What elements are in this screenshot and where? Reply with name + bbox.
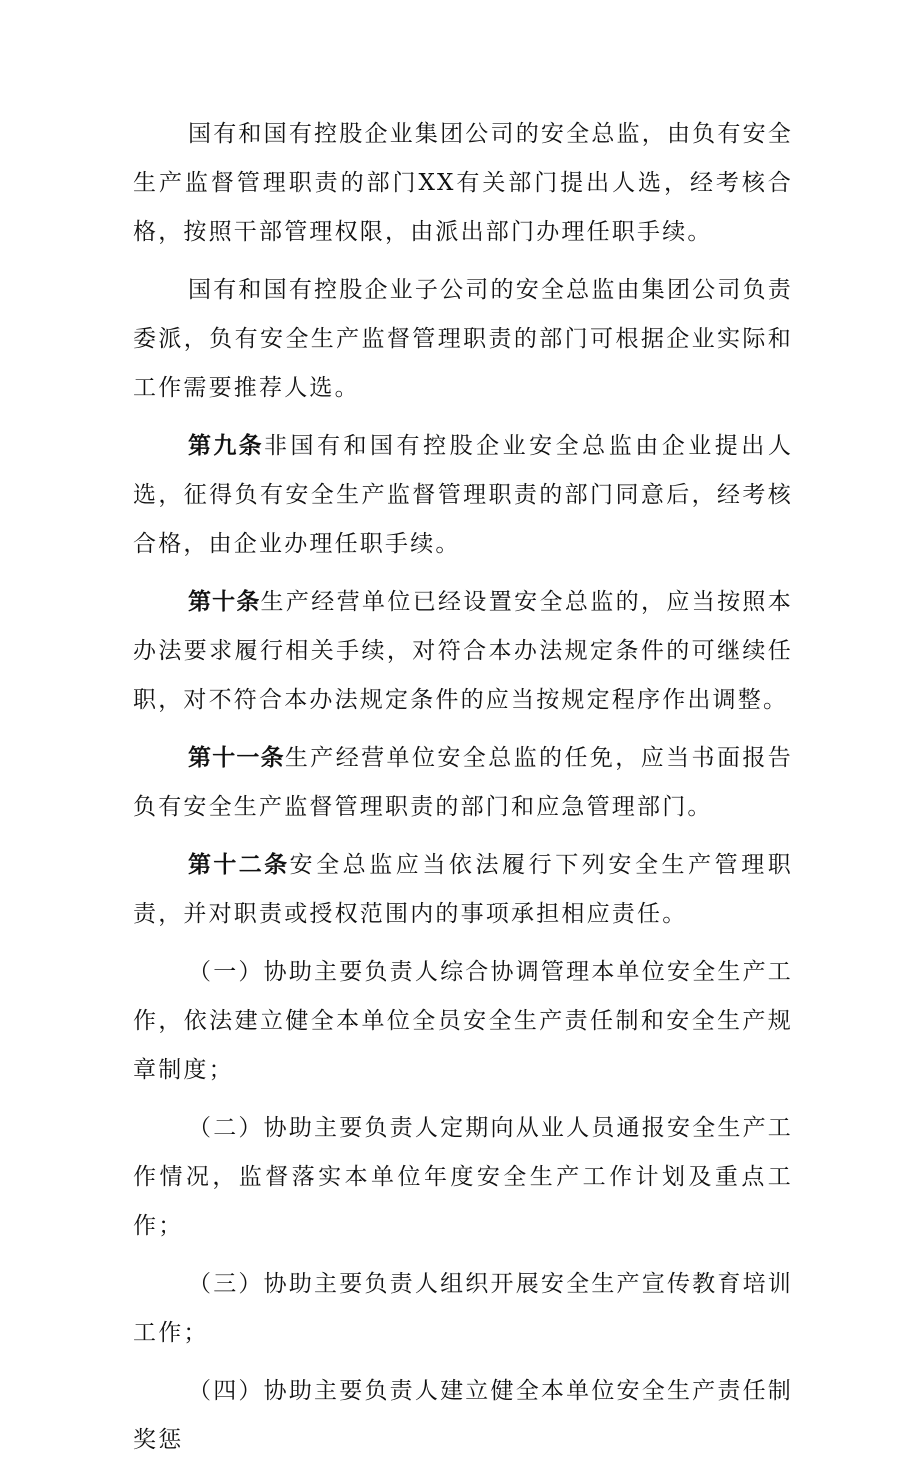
list-item-text: （一）协助主要负责人综合协调管理本单位安全生产工作，依法建立健全本单位全员安全生产责任制和安全生产规章制度； bbox=[133, 959, 793, 1083]
article-number: 第十条 bbox=[188, 589, 261, 615]
article-text: 生产经营单位已经设置安全总监的，应当按照本办法要求履行相关手续，对符合本办法规定条件的可继续任职，对不符合本办法规定条件的应当按规定程序作出调整。 bbox=[133, 589, 794, 713]
document-body bbox=[133, 110, 793, 1474]
article-11 bbox=[133, 734, 793, 832]
list-item-3 bbox=[133, 1260, 793, 1358]
paragraph-subsidiary-appointment bbox=[133, 266, 793, 413]
paragraph-group-appointment bbox=[133, 110, 793, 257]
list-item-text: （二）协助主要负责人定期向从业人员通报安全生产工作情况，监督落实本单位年度安全生产工作计划及重点工作； bbox=[133, 1115, 793, 1239]
list-item-text: （四）协助主要负责人建立健全本单位安全生产责任制奖惩 bbox=[133, 1378, 793, 1453]
list-item-4 bbox=[133, 1367, 793, 1465]
article-10 bbox=[133, 578, 793, 725]
list-item-1 bbox=[133, 948, 793, 1095]
article-text: 非国有和国有控股企业安全总监由企业提出人选，征得负有安全生产监督管理职责的部门同意后，经考核合格，由企业办理任职手续。 bbox=[133, 433, 794, 557]
list-item-2 bbox=[133, 1104, 793, 1251]
article-number: 第十二条 bbox=[188, 852, 290, 878]
paragraph-text: 国有和国有控股企业子公司的安全总监由集团公司负责委派，负有安全生产监督管理职责的部门可根据企业实际和工作需要推荐人选。 bbox=[133, 277, 793, 401]
article-number: 第十一条 bbox=[188, 745, 285, 771]
article-text: 安全总监应当依法履行下列安全生产管理职责，并对职责或授权范围内的事项承担相应责任。 bbox=[133, 852, 793, 927]
article-text: 生产经营单位安全总监的任免，应当书面报告负有安全生产监督管理职责的部门和应急管理部门。 bbox=[133, 745, 794, 820]
article-number: 第九条 bbox=[188, 433, 264, 459]
paragraph-text: 国有和国有控股企业集团公司的安全总监，由负有安全生产监督管理职责的部门XX有关部门提出人选，经考核合格，按照干部管理权限，由派出部门办理任职手续。 bbox=[133, 121, 793, 245]
list-item-text: （三）协助主要负责人组织开展安全生产宣传教育培训工作； bbox=[133, 1271, 793, 1346]
article-9 bbox=[133, 422, 793, 569]
article-12 bbox=[133, 841, 793, 939]
